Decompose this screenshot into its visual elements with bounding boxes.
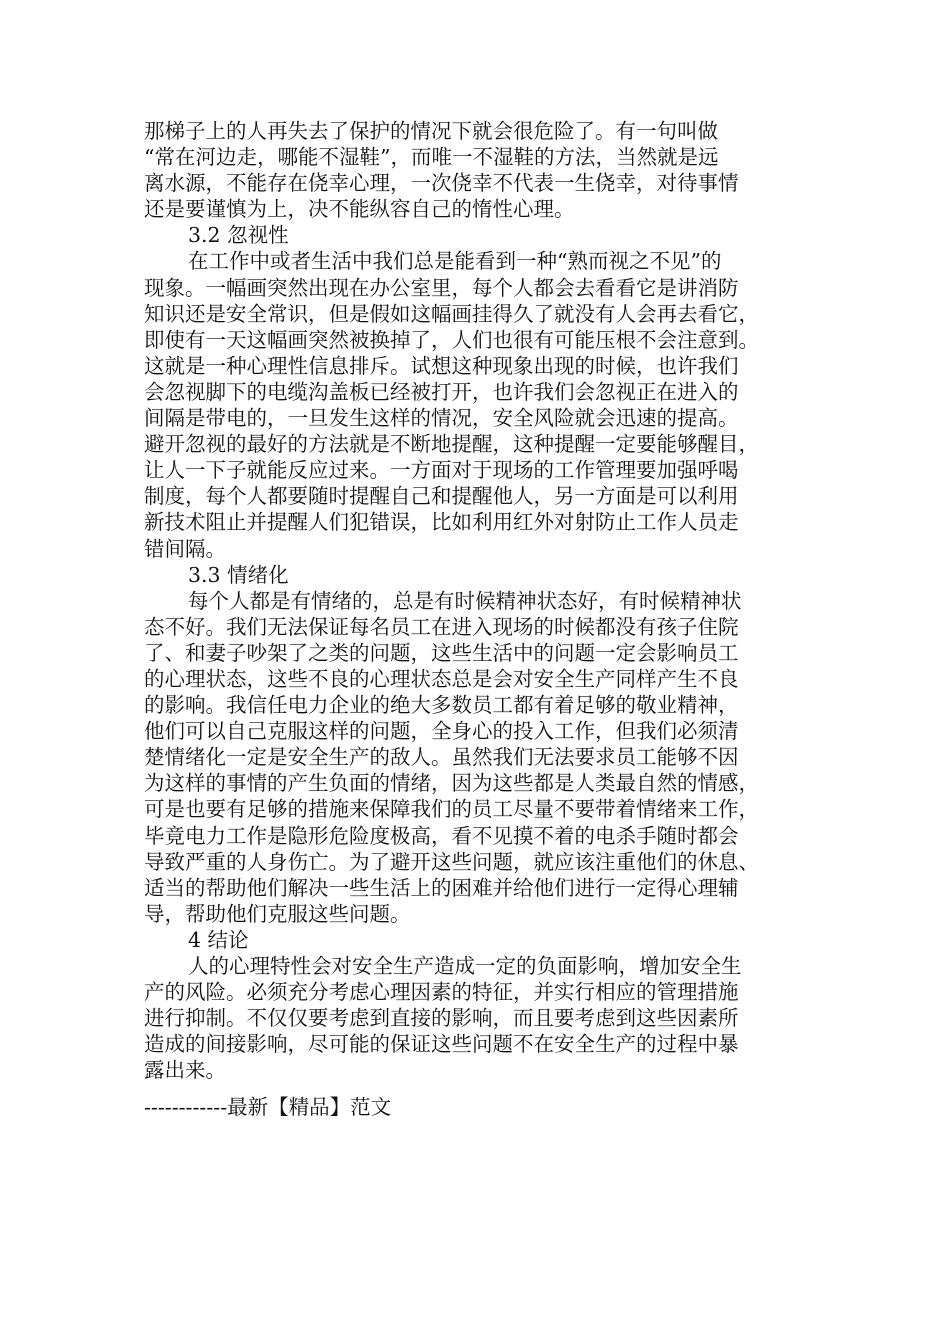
text-line: 的心理状态，这些不良的心理状态总是会对安全生产同样产生不良 (144, 666, 739, 691)
text-line: 产的风险。必须充分考虑心理因素的特征，并实行相应的管理措施 (144, 980, 739, 1005)
text-line: 每个人都是有情绪的，总是有时候精神状态好，有时候精神状 (188, 588, 742, 613)
text-line: 人的心理特性会对安全生产造成一定的负面影响，增加安全生 (188, 954, 742, 978)
text-line: 错间隔。 (144, 536, 226, 561)
text-line: 新技术阻止并提醒人们犯错误，比如利用红外对射防止工作人员走 (144, 510, 739, 535)
text-line: 露出来。 (144, 1058, 226, 1083)
text-line: 了、和妻子吵架了之类的问题，这些生活中的问题一定会影响员工 (144, 640, 739, 665)
text-line: 适当的帮助他们解决一些生活上的困难并给他们进行一定得心理辅 (144, 875, 739, 900)
text-line: 离水源，不能存在侥幸心理，一次侥幸不代表一生侥幸，对待事情 (144, 171, 739, 196)
text-line: 导，帮助他们克服这些问题。 (144, 901, 411, 926)
text-line: 他们可以自己克服这样的问题，全身心的投入工作，但我们必须清 (144, 719, 739, 744)
text-line: 这就是一种心理性信息排斥。试想这种现象出现的时候，也许我们 (144, 353, 739, 378)
text-line: 在工作中或者生活中我们总是能看到一种“熟而视之不见”的 (188, 249, 722, 274)
text-line: 可是也要有足够的措施来保障我们的员工尽量不要带着情绪来工作， (144, 797, 759, 822)
text-line: 进行抑制。不仅仅要考虑到直接的影响，而且要考虑到这些因素所 (144, 1006, 739, 1031)
text-line: 造成的间接影响，尽可能的保证这些问题不在安全生产的过程中暴 (144, 1032, 739, 1057)
text-line: 为这样的事情的产生负面的情绪，因为这些都是人类最自然的情感， (144, 771, 759, 796)
text-line: “常在河边走，哪能不湿鞋”，而唯一不湿鞋的方法，当然就是远 (144, 145, 719, 170)
text-line: 让人一下子就能反应过来。一方面对于现场的工作管理要加强呼喝 (144, 458, 739, 483)
text-line: 间隔是带电的，一旦发生这样的情况，安全风险就会迅速的提高。 (144, 406, 739, 431)
text-line: 毕竟电力工作是隐形危险度极高，看不见摸不着的电杀手随时都会 (144, 823, 739, 848)
text-line: 3.2 忽视性 (188, 223, 289, 248)
text-line: 即使有一天这幅画突然被换掉了，人们也很有可能压根不会注意到。 (144, 327, 759, 352)
text-line: 避开忽视的最好的方法就是不断地提醒，这种提醒一定要能够醒目， (144, 432, 759, 457)
text-line: 的影响。我信任电力企业的绝大多数员工都有着足够的敬业精神， (144, 693, 739, 718)
text-line: 楚情绪化一定是安全生产的敌人。虽然我们无法要求员工能够不因 (144, 745, 739, 770)
document-body (144, 118, 812, 1083)
text-line: 态不好。我们无法保证每名员工在进入现场的时候都没有孩子住院 (144, 614, 739, 639)
text-line: 那梯子上的人再失去了保护的情况下就会很危险了。有一句叫做 (144, 119, 718, 143)
text-line: 还是要谨慎为上，决不能纵容自己的惰性心理。 (144, 197, 575, 222)
text-line: 导致严重的人身伤亡。为了避开这些问题，就应该注重他们的休息、 (144, 849, 759, 874)
footer-text: ------------最新【精品】范文 (144, 1095, 392, 1119)
text-line: 4 结论 (188, 927, 249, 952)
text-line: 会忽视脚下的电缆沟盖板已经被打开，也许我们会忽视正在进入的 (144, 379, 739, 404)
text-line: 现象。一幅画突然出现在办公室里，每个人都会去看看它是讲消防 (144, 275, 739, 300)
text-line: 制度，每个人都要随时提醒自己和提醒他人，另一方面是可以利用 (144, 484, 739, 509)
text-line: 3.3 情绪化 (188, 562, 289, 587)
text-line: 知识还是安全常识，但是假如这幅画挂得久了就没有人会再去看它， (144, 301, 759, 326)
